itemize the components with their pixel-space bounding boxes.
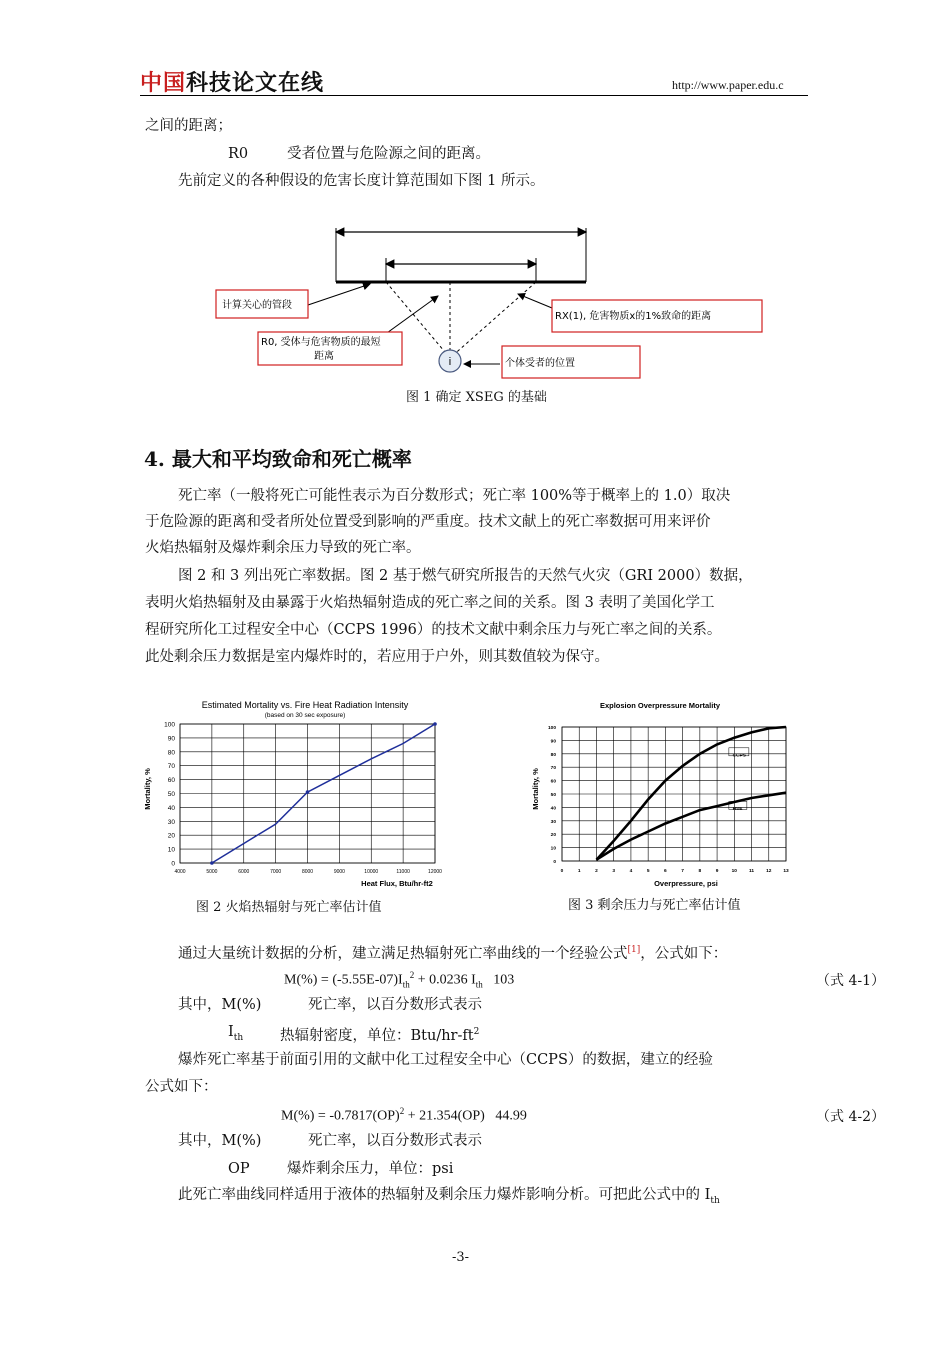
chart1-title: Estimated Mortality vs. Fire Heat Radiation Intensity — [201, 700, 409, 710]
chart2-xtick-label: 7 — [681, 869, 684, 874]
where2-a: 其中，M(%) — [178, 1133, 262, 1149]
r0-term: R0 — [228, 146, 249, 162]
chart1-ytick-label: 70 — [167, 763, 175, 771]
chart2-legend-hse: HSE — [732, 807, 743, 813]
chart2-ytick-label: 60 — [550, 779, 556, 785]
where1-b-desc: 热辐射密度，单位：Btu/$hr-ft^2$ — [280, 1027, 480, 1044]
para1-line2: 于危险源的距离和受者所处位置受到影响的严重度。技术文献上的死亡率数据可用来评价 — [145, 514, 711, 530]
chart2-xtick-label: 5 — [646, 869, 650, 874]
para1-line1: 死亡率（一般将死亡可能性表示为百分数形式；死亡率 100%等于概率上的 1.0）取决 — [178, 488, 731, 504]
chart2-ytick-label: 100 — [547, 726, 556, 731]
chart1-ytick-label: 80 — [167, 749, 175, 757]
chart2-xtick-label: 3 — [612, 869, 616, 874]
chart1-ytick-label: 100 — [164, 721, 175, 729]
para1-line3: 火焰热辐射及爆炸剩余压力导致的死亡率。 — [145, 540, 421, 556]
chart1-ytick-label: 50 — [167, 791, 175, 798]
chart2-xtick-label: 0 — [560, 869, 564, 874]
chart2-xtick-label: 4 — [629, 869, 633, 874]
chart1-xtick-label: 10000 — [364, 869, 379, 875]
journal-logo: 中国科技论文在线 — [140, 71, 325, 96]
equation-4-1: $M(\%) = (-5.55E-07)I_{th}^2 + 0.0236$ $I_{th}$ 103 — [284, 970, 515, 990]
heat-radiation-chart — [140, 694, 450, 894]
chart1-xtick-label: 8000 — [301, 869, 314, 875]
chart2-ytick-label: 20 — [550, 833, 556, 839]
chart1-data-point — [210, 861, 214, 865]
r0-label-line2: 距离 — [314, 351, 334, 362]
chart1-ytick-label: 20 — [167, 832, 175, 840]
chart1-ylabel: Mortality, % — [143, 768, 152, 810]
chart2-ytick-label: 40 — [550, 806, 556, 812]
para2-line4: 此处剩余压力数据是室内爆炸时的，若应用于户外，则其数值较为保守。 — [145, 649, 609, 665]
figure1-diagram — [200, 220, 780, 390]
chart2-ytick-label: 10 — [550, 846, 556, 852]
para3-line2: 公式如下： — [145, 1079, 218, 1095]
chart1-ytick-label: 90 — [167, 735, 175, 743]
chart2-xtick-label: 10 — [731, 869, 737, 874]
chart1-xtick-label: 11000 — [396, 869, 410, 875]
chart1-xtick-label: 12000 — [428, 869, 442, 875]
chart2-ytick-label: 70 — [550, 766, 556, 772]
chart1-ytick-label: 60 — [167, 777, 175, 785]
final-line: 此死亡率曲线同样适用于液体的热辐射及剩余压力爆炸影响分析。可把此公式中的 $I_{th}$ — [178, 1187, 720, 1206]
chart2-ytick-label: 90 — [550, 739, 556, 745]
chart1-xtick-label: 4000 — [174, 869, 186, 875]
header-rule — [140, 95, 808, 96]
chart1-data-point — [306, 790, 310, 794]
chart2-xtick-label: 13 — [783, 869, 789, 874]
where1-b: $I_{th}$ — [228, 1024, 244, 1043]
citation-link[interactable]: [1] — [627, 945, 641, 955]
chart2-ylabel: Mortality, % — [531, 768, 540, 810]
para2-line3: 程研究所化工过程安全中心（CCPS 1996）的技术文献中剩余压力与死亡率之间的关系。 — [145, 622, 722, 638]
equation-4-2-number: （式 4-2） — [816, 1109, 885, 1125]
chart1-ytick-label: 10 — [167, 846, 175, 854]
intro-line3: 先前定义的各种假设的危害长度计算范围如下图 1 所示。 — [178, 173, 545, 189]
header-url[interactable]: http://www.paper.edu.c — [672, 78, 784, 92]
para2-line2: 表明火焰热辐射及由暴露于火焰热辐射造成的死亡率之间的关系。图 3 表明了美国化学工 — [145, 595, 715, 611]
overpressure-chart — [528, 694, 793, 894]
pipeline-label: 计算关心的管段 — [222, 300, 292, 311]
chart2-ytick-label: 0 — [553, 860, 556, 865]
chart1-xtick-label: 9000 — [333, 869, 345, 875]
chart2-title: Explosion Overpressure Mortality — [599, 701, 721, 710]
chart2-xtick-label: 6 — [664, 869, 667, 874]
figure3-caption: 图 3 剩余压力与死亡率估计值 — [568, 898, 741, 913]
chart1-ytick-label: 40 — [167, 804, 175, 812]
receptor-symbol: i — [448, 356, 452, 368]
chart2-legend-ccps: CCPS — [732, 753, 746, 759]
equation-4-1-number: （式 4-1） — [816, 973, 885, 989]
chart1-xtick-label: 6000 — [238, 869, 250, 875]
para3-line1: 爆炸死亡率基于前面引用的文献中化工过程安全中心（CCPS）的数据，建立的经验 — [178, 1052, 713, 1068]
chart2-xtick-label: 1 — [577, 869, 581, 874]
page-number: -3- — [452, 1250, 470, 1265]
where1-a: 其中，M(%) — [178, 997, 262, 1013]
intro-line1: 之间的距离； — [145, 118, 232, 134]
chart1-xlabel: Heat Flux, Btu/hr-ft2 — [361, 879, 433, 888]
where1-a-desc: 死亡率，以百分数形式表示 — [308, 997, 482, 1013]
formula-lead: 通过大量统计数据的分析，建立满足热辐射死亡率曲线的一个经验公式[1]，公式如下： — [178, 945, 728, 962]
receptor-label: 个体受者的位置 — [505, 358, 575, 369]
chart2-xtick-label: 11 — [748, 869, 755, 874]
r0-label-line1: R0, 受体与危害物质的最短 — [261, 337, 381, 348]
chart1-data-point — [433, 722, 437, 726]
figure2-caption: 图 2 火焰热辐射与死亡率估计值 — [196, 900, 382, 915]
chart2-xtick-label: 2 — [595, 869, 598, 874]
chart2-xtick-label: 9 — [715, 869, 719, 874]
chart2-xtick-label: 8 — [698, 869, 702, 874]
chart1-xtick-label: 7000 — [270, 869, 282, 875]
chart1-ytick-label: 0 — [171, 860, 175, 868]
chart1-xtick-label: 5000 — [206, 869, 218, 875]
chart1-subtitle: (based on 30 sec exposure) — [264, 712, 346, 719]
equation-4-2: M(%) = -0.7817(OP)$^2$ + 21.354(OP) 44.99 — [281, 1106, 527, 1124]
chart1-ytick-label: 30 — [167, 818, 175, 826]
where2-a-desc: 死亡率，以百分数形式表示 — [308, 1133, 482, 1149]
rx-label: RX(1), 危害物质x的1%致命的距离 — [555, 311, 712, 322]
chart2-xlabel: Overpressure, psi — [654, 879, 718, 888]
where2-b-desc: 爆炸剩余压力，单位：psi — [287, 1161, 454, 1177]
r0-definition: 受者位置与危险源之间的距离。 — [287, 146, 490, 162]
where2-b: OP — [228, 1161, 250, 1177]
chart2-series-ccps — [597, 727, 787, 860]
chart2-ytick-label: 80 — [550, 752, 556, 758]
chart2-xtick-label: 12 — [766, 869, 772, 874]
figure1-caption: 图 1 确定 XSEG 的基础 — [406, 390, 547, 405]
chart2-ytick-label: 30 — [550, 819, 556, 825]
para2-line1: 图 2 和 3 列出死亡率数据。图 2 基于燃气研究所报告的天然气火灾（GRI 2000）数据， — [178, 568, 753, 584]
section-title: 4. 最大和平均致命和死亡概率 — [144, 447, 412, 471]
chart2-ytick-label: 50 — [550, 793, 556, 798]
